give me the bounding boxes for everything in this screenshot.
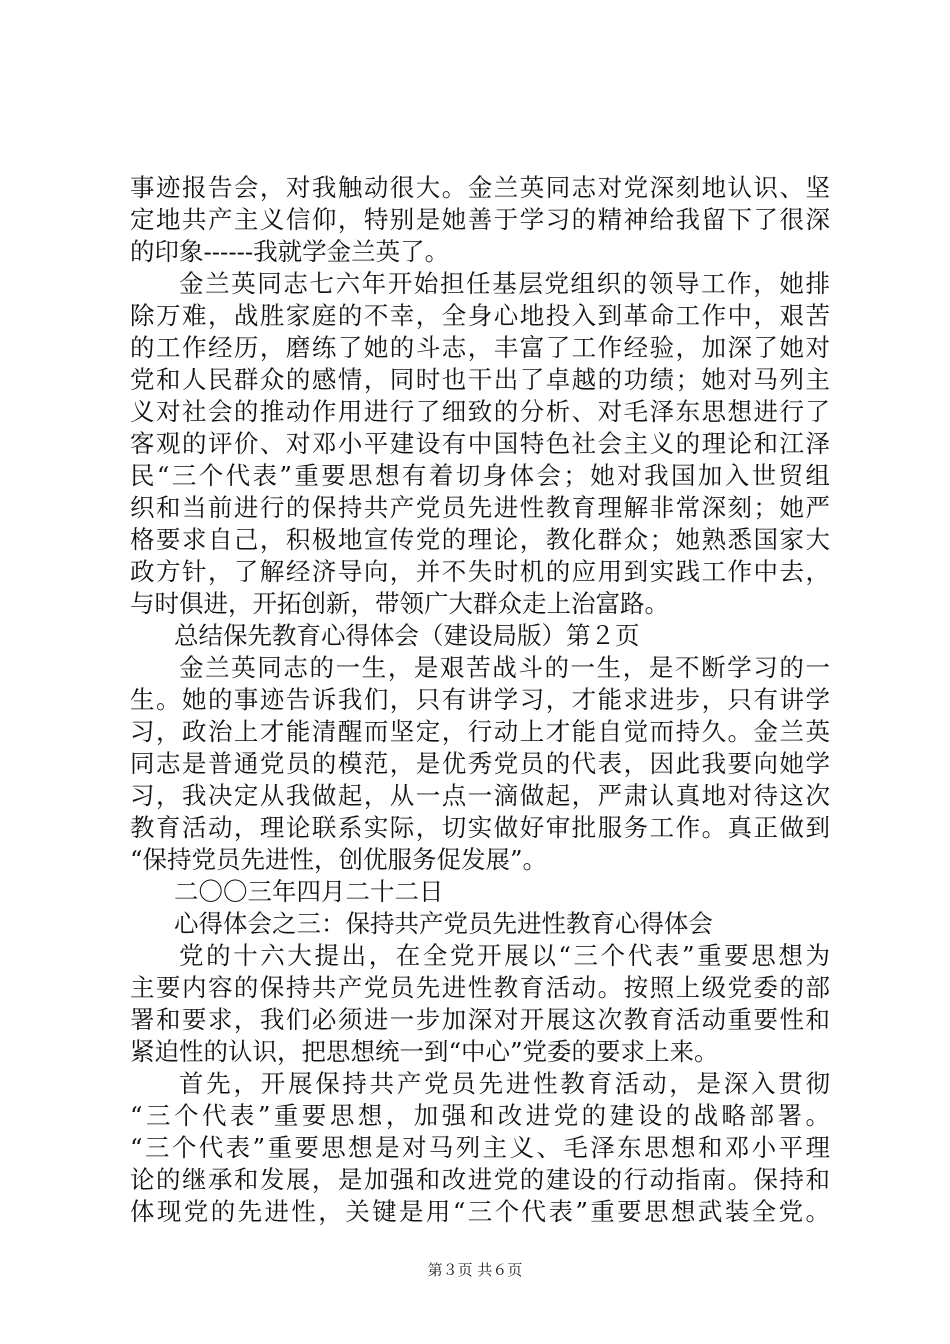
- page-number-footer: 第３页 共６页: [427, 1261, 523, 1279]
- text-line: 民“三个代表”重要思想有着切身体会；她对我国加入世贸组: [130, 461, 830, 490]
- text-line: “三个代表”重要思想，加强和改进党的建设的战略部署。: [130, 1101, 830, 1130]
- text-line: 党和人民群众的感情，同时也干出了卓越的功绩；她对马列主: [130, 365, 830, 394]
- text-line: 义对社会的推动作用进行了细致的分析、对毛泽东思想进行了: [130, 397, 830, 426]
- text-line: 织和当前进行的保持共产党员先进性教育理解非常深刻；她严: [130, 493, 830, 522]
- text-line: 主要内容的保持共产党员先进性教育活动。按照上级党委的部: [130, 973, 830, 1002]
- text-line: 客观的评价、对邓小平建设有中国特色社会主义的理论和江泽: [130, 429, 830, 458]
- text-line: 与时俱进，开拓创新，带领广大群众走上治富路。: [130, 589, 669, 618]
- text-line: 的工作经历，磨练了她的斗志，丰富了工作经验，加深了她对: [130, 333, 830, 362]
- text-line: 格要求自己，积极地宣传党的理论，教化群众；她熟悉国家大: [130, 525, 830, 554]
- text-line: 教育活动，理论联系实际，切实做好审批服务工作。真正做到: [130, 813, 830, 842]
- text-line: 政方针，了解经济导向，并不失时机的应用到实践工作中去，: [130, 557, 830, 586]
- text-line: 习，我决定从我做起，从一点一滴做起，严肃认真地对待这次: [130, 781, 830, 810]
- paragraph-start-line: 党的十六大提出，在全党开展以“三个代表”重要思想为: [179, 941, 830, 970]
- text-line: 同志是普通党员的模范，是优秀党员的代表，因此我要向她学: [130, 749, 830, 778]
- text-line: 除万难，战胜家庭的不幸，全身心地投入到革命工作中，艰苦: [130, 301, 830, 330]
- paragraph-start-line: 首先，开展保持共产党员先进性教育活动，是深入贯彻: [179, 1069, 830, 1098]
- text-line: 习，政治上才能清醒而坚定，行动上才能自觉而持久。金兰英: [130, 717, 830, 746]
- text-line: 论的继承和发展，是加强和改进党的建设的行动指南。保持和: [130, 1165, 830, 1194]
- text-line: 紧迫性的认识，把思想统一到“中心”党委的要求上来。: [130, 1037, 719, 1066]
- section-heading: 心得体会之三：保持共产党员先进性教育心得体会: [174, 909, 713, 938]
- text-line: 事迹报告会，对我触动很大。金兰英同志对党深刻地认识、坚: [130, 173, 830, 202]
- text-line: 定地共产主义信仰，特别是她善于学习的精神给我留下了很深: [130, 205, 830, 234]
- text-line: 署和要求，我们必须进一步加深对开展这次教育活动重要性和: [130, 1005, 830, 1034]
- text-line: 体现党的先进性，关键是用“三个代表”重要思想武装全党。: [130, 1197, 830, 1226]
- text-line: 生。她的事迹告诉我们，只有讲学习，才能求进步，只有讲学: [130, 685, 830, 714]
- paragraph-start-line: 金兰英同志的一生，是艰苦战斗的一生，是不断学习的一: [179, 653, 830, 682]
- text-line: “保持党员先进性，创优服务促发展”。: [130, 845, 548, 874]
- text-line: 的印象------我就学金兰英了。: [130, 237, 450, 266]
- paragraph-start-line: 金兰英同志七六年开始担任基层党组织的领导工作，她排: [179, 269, 830, 298]
- document-body: [130, 172, 830, 1228]
- section-heading: 总结保先教育心得体会（建设局版）第２页: [174, 621, 640, 650]
- text-line: “三个代表”重要思想是对马列主义、毛泽东思想和邓小平理: [130, 1133, 830, 1162]
- date-line: 二〇〇三年四月二十二日: [174, 877, 444, 906]
